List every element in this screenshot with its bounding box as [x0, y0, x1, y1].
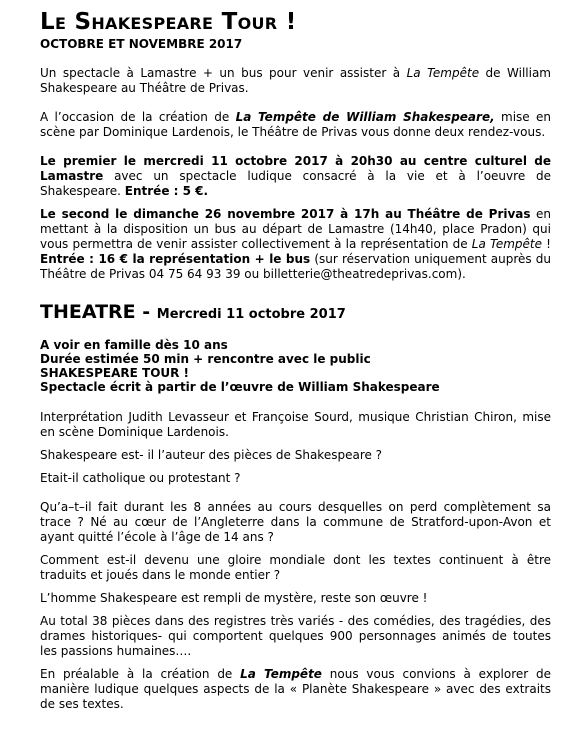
credits-paragraph: Interprétation Judith Levasseur et Françoise Sourd, musique Christian Chiron, mise en scène Dominique Lardenois. [40, 410, 551, 439]
total-paragraph: Au total 38 pièces dans des registres très variés - des comédies, des tragédies, des drames historiques- qui comportent quelques 900 personnages animés de toutes les passions humaines…. [40, 614, 551, 658]
first-event-paragraph: Le premier le mercredi 11 octobre 2017 à 20h30 au centre culturel de Lamastre avec un spectacle ludique consacré à la vie et à l’oeuvre de Shakespeare. Entrée : 5 €. [40, 154, 551, 198]
mystery-paragraph: L’homme Shakespeare est rempli de mystère, reste son œuvre ! [40, 591, 428, 605]
info-line: Spectacle écrit à partir de l’œuvre de William Shakespeare [40, 380, 440, 394]
info-line: A voir en famille dès 10 ans [40, 338, 228, 352]
event-info [40, 338, 551, 394]
date-range: OCTOBRE ET NOVEMBRE 2017 [40, 37, 243, 51]
second-event-paragraph: Le second le dimanche 26 novembre 2017 à 17h au Théâtre de Privas en mettant à la disposition un bus au départ de Lamastre (14h40, place Pradon) qui vous permettra de venir assister collectivement à la représentation de La Tempête ! Entrée : 16 € la représentation + le bus (sur réservation uniquement auprès du Théâtre de Privas 04 75 64 93 39 ou billetterie@theatredeprivas.com). [40, 207, 552, 281]
article [40, 8, 551, 712]
intro-paragraph-2: A l’occasion de la création de La Tempête de William Shakespeare, mise en scène par Dominique Lardenois, le Théâtre de Privas vous donne deux rendez-vous. [40, 110, 552, 139]
info-line: Durée estimée 50 min + rencontre avec le public [40, 352, 371, 366]
question-3: Qu’a–t–il fait durant les 8 années au cours desquelles on perd complètement sa trace ? Né au cœur de l’Angleterre dans la commune de Stratford-upon-Avon et ayant quitté l’école à l’âge de 14 ans ? [40, 500, 551, 544]
question-1: Shakespeare est- il l’auteur des pièces de Shakespeare ? [40, 448, 383, 462]
final-paragraph: En préalable à la création de La Tempête nous vous convions à explorer de manière ludique quelques aspects de la « Planète Shakespeare » avec des extraits de ses textes. [40, 667, 552, 711]
question-4: Comment est-il devenu une gloire mondiale dont les textes continuent à être traduits et joués dans le monde entier ? [40, 553, 551, 582]
section-heading: THEATRE - Mercredi 11 octobre 2017 [40, 301, 346, 323]
page-title: Le Shakespeare Tour ! [40, 9, 297, 35]
intro-paragraph-1: Un spectacle à Lamastre + un bus pour venir assister à La Tempête de William Shakespeare au Théâtre de Privas. [40, 66, 551, 95]
info-line: SHAKESPEARE TOUR ! [40, 366, 190, 380]
question-2: Etait-il catholique ou protestant ? [40, 471, 241, 485]
